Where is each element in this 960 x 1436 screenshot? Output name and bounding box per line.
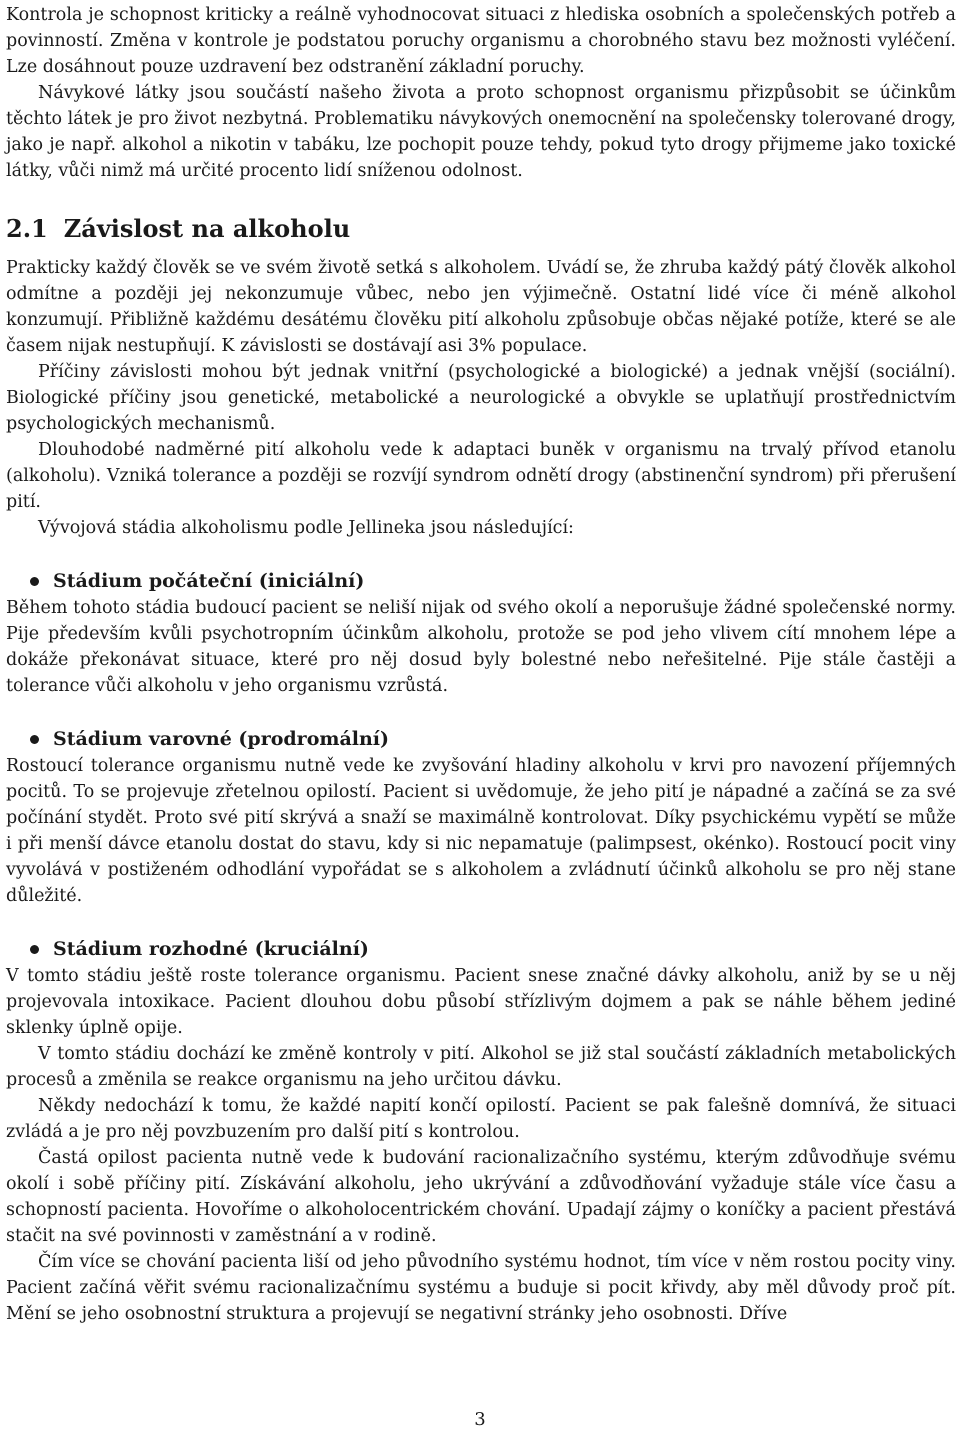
page-body bbox=[6, 0, 956, 1327]
intro-paragraph-1: Kontrola je schopnost kriticky a reálně vyhodnocovat situaci z hlediska osobních a společenských potřeb a povinností. Změna v kontrole je podstatou poruchy organismu a chorobného stavu bez možnosti vyléčení. Lze dosáhnout pouze uzdravení bez odstranění základní poruchy. bbox=[6, 5, 956, 77]
stage-title-3: Stádium rozhodné (kruciální) bbox=[53, 938, 369, 960]
stage-3-paragraph-5: Čím více se chování pacienta liší od jeho původního systému hodnot, tím více v něm rostou pocity viny. Pacient začíná věřit svému racionalizačnímu systému a buduje si pocit křivdy, aby měl důvody proč pít. Mění se jeho osobnostní struktura a projevují se negativní stránky jeho osobnosti. Dříve bbox=[6, 1252, 956, 1324]
stage-1-paragraph-1: Během tohoto stádia budoucí pacient se neliší nijak od svého okolí a neporušuje žádné společenské normy. Pije především kvůli psychotropním účinkům alkoholu, protože se pod jeho vlivem cítí mnohem lépe a dokáže překonávat situace, které pro něj dosud byly bolestné nebo neřešitelné. Pije stále častěji a tolerance vůči alkoholu v jeho organismu vzrůstá. bbox=[6, 598, 956, 696]
stage-3-paragraph-2: V tomto stádiu dochází ke změně kontroly v pití. Alkohol se již stal součástí základních metabolických procesů a změnila se reakce organismu na jeho určitou dávku. bbox=[6, 1044, 956, 1090]
stage-3-paragraph-3: Někdy nedochází k tomu, že každé napití končí opilostí. Pacient se pak falešně domnívá, že situaci zvládá a je pro něj povzbuzením pro další pití s kontrolou. bbox=[6, 1096, 956, 1142]
stage-heading-3 bbox=[6, 935, 956, 963]
bullet-icon bbox=[30, 735, 39, 744]
bullet-icon bbox=[30, 577, 39, 586]
section-paragraph-3: Dlouhodobé nadměrné pití alkoholu vede k adaptaci buněk v organismu na trvalý přívod etanolu (alkoholu). Vzniká tolerance a později se rozvíjí syndrom odnětí drogy (abstinenční syndrom) při přerušení pití. bbox=[6, 440, 956, 512]
page-number: 3 bbox=[474, 1409, 486, 1430]
bullet-icon bbox=[30, 945, 39, 954]
stage-title-2: Stádium varovné (prodromální) bbox=[53, 728, 390, 750]
stage-3-paragraph-4: Častá opilost pacienta nutně vede k budování racionalizačního systému, kterým zdůvodňuje svému okolí i sobě příčiny pití. Získávání alkoholu, jeho ukrývání a zdůvodňování vyžaduje stále více času a schopností pacienta. Hovoříme o alkoholocentrickém chování. Upadají zájmy o koníčky a pacient přestává stačit na své povinnosti v zaměstnání a v rodině. bbox=[6, 1148, 956, 1246]
section-paragraph-1: Prakticky každý člověk se ve svém životě setká s alkoholem. Uvádí se, že zhruba každý pátý člověk alkohol odmítne a později jej nekonzumuje vůbec, nebo jen výjimečně. Ostatní lidé více či méně alkohol konzumují. Přibližně každému desátému člověku pití alkoholu způsobuje občas nějaké potíže, které se ale časem nijak nestupňují. K závislosti se dostávají asi 3% populace. bbox=[6, 258, 956, 356]
stage-2-paragraph-1: Rostoucí tolerance organismu nutně vede ke zvyšování hladiny alkoholu v krvi pro navození příjemných pocitů. To se projevuje zřetelnou opilostí. Pacient si uvědomuje, že jeho pití je nápadné a začíná se za své počínání stydět. Proto své pití skrývá a snaží se maximálně kontrolovat. Díky psychickému vypětí se může i při menší dávce etanolu dostat do stavu, kdy si nic nepamatuje (palimpsest, okénko). Rostoucí pocit viny vyvolává v postiženém odhodlání vypořádat se s alkoholem a zvládnutí účinků alkoholu se pro něj stane důležité. bbox=[6, 756, 956, 906]
section-paragraph-2: Příčiny závislosti mohou být jednak vnitřní (psychologické a biologické) a jednak vnější (sociální). Biologické příčiny jsou genetické, metabolické a neurologické a obvykle se uplatňují prostřednictvím psychologických mechanismů. bbox=[6, 362, 956, 434]
section-number: 2.1 bbox=[6, 214, 48, 243]
stage-heading-2 bbox=[6, 725, 956, 753]
stage-heading-1 bbox=[6, 567, 956, 595]
section-paragraph-4: Vývojová stádia alkoholismu podle Jellineka jsou následující: bbox=[38, 518, 574, 538]
section-heading bbox=[6, 213, 956, 245]
section-title: Závislost na alkoholu bbox=[63, 214, 351, 243]
intro-paragraph-2: Návykové látky jsou součástí našeho života a proto schopnost organismu přizpůsobit se účinkům těchto látek je pro život nezbytná. Problematiku návykových onemocnění na společensky tolerované drogy, jako je např. alkohol a nikotin v tabáku, lze pochopit pouze tehdy, pokud tyto drogy přijmeme jako toxické látky, vůči nimž má určité procento lidí sníženou odolnost. bbox=[6, 83, 956, 181]
stage-3-paragraph-1: V tomto stádiu ještě roste tolerance organismu. Pacient snese značné dávky alkoholu, aniž by se u něj projevovala intoxikace. Pacient dlouhou dobu působí střízlivým dojmem a pak se náhle během jediné sklenky úplně opije. bbox=[6, 966, 956, 1038]
stage-title-1: Stádium počáteční (iniciální) bbox=[53, 570, 365, 592]
